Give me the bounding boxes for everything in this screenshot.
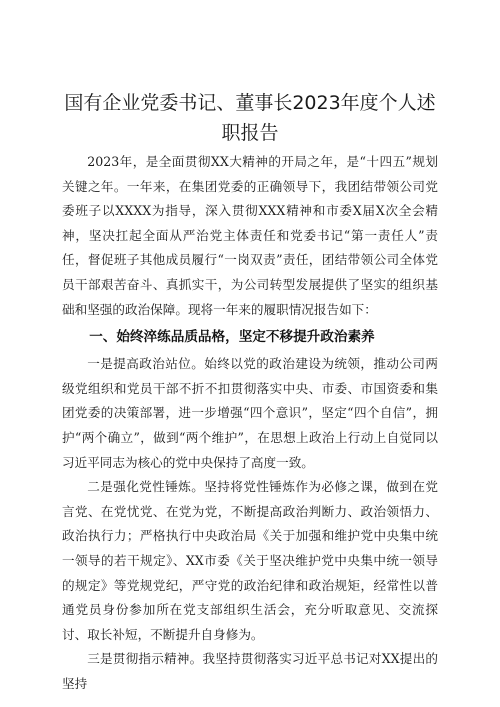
section-heading-1: 一、始终淬练品质品格，坚定不移提升政治素养 — [89, 329, 375, 346]
document-body — [62, 150, 438, 696]
paragraph-party-spirit: 二是强化党性锤炼。坚持将党性锤炼作为必修之课，做到在党言党、在党忧党、在党为党，不断提高政治判断力、政治领悟力、政治执行力；严格执行中央政治局《关于加强和维护党中央集中统一领导的若干规定》、XX市委《关于坚决维护党中央集中统一领导的规定》等党规党纪，严守党的政治纪律和政治规矩，经常性以普通党员身份参加所在党支部组织生活会，充分听取意见、交流探讨、取长补短，不断提升自身修为。 — [62, 479, 438, 642]
paragraph-instructions: 三是贯彻指示精神。我坚持贯彻落实习近平总书记对XX提出的坚持 — [62, 651, 438, 691]
intro-paragraph: 2023年，是全面贯彻XX大精神的开局之年，是“十四五”规划关键之年。一年来，在集团党委的正确领导下，我团结带领公司党委班子以XXXX为指导，深入贯彻XXX精神和市委X届X次全会精神，坚决扛起全面从严治党主体责任和党委书记“第一责任人”责任，督促班子其他成员履行“一岗双责”责任，团结带领公司全体党员干部艰苦奋斗、真抓实干，为公司转型发展提供了坚实的组织基础和坚强的政治保障。现将一年来的履职情况报告如下： — [62, 154, 438, 317]
document-title: 国有企业党委书记、董事长2023年度个人述职报告 — [64, 92, 436, 144]
paragraph-political-stance: 一是提高政治站位。始终以党的政治建设为统领，推动公司两级党组织和党员干部不折不扣贯彻落实中央、市委、市国资委和集团党委的决策部署，进一步增强“四个意识”，坚定“四个自信”，拥护“两个确立”，做到“两个维护”，在思想上政治上行动上自觉同以习近平同志为核心的党中央保持了高度一致。 — [62, 356, 438, 470]
